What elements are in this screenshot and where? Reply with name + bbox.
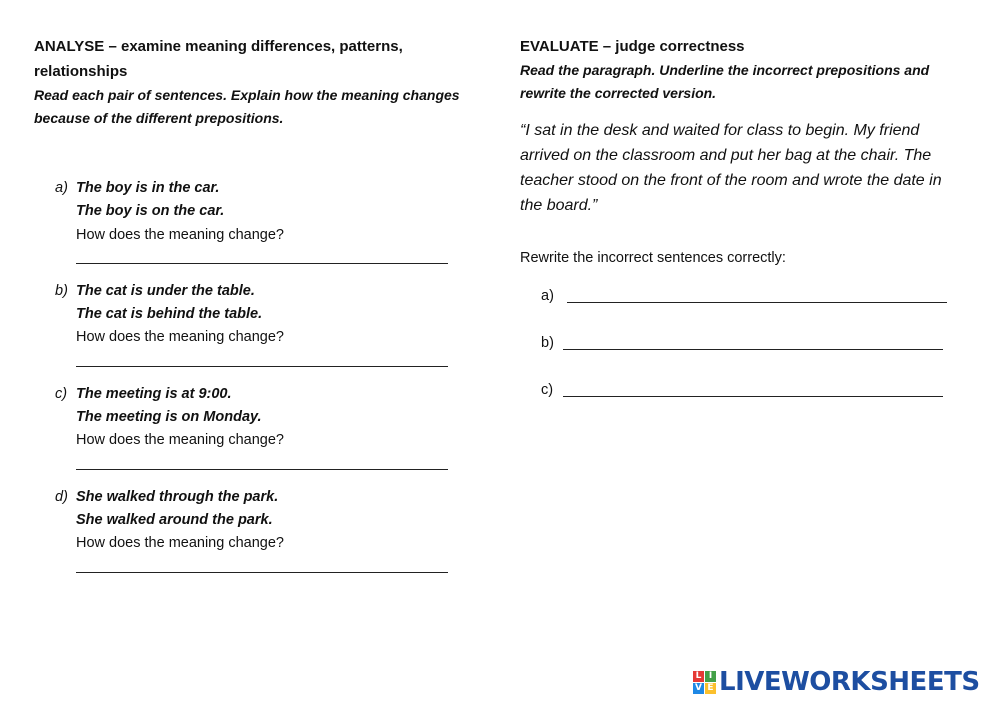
question-prompt: How does the meaning change? — [76, 226, 284, 243]
analyse-instruction: Read each pair of sentences. Explain how the meaning changes because of the different prepositions. — [34, 87, 460, 126]
rewrite-item-c — [520, 380, 970, 427]
evaluate-title: EVALUATE – judge correctness — [520, 38, 745, 55]
rewrite-item-a — [520, 286, 970, 333]
sentence-2: The boy is on the car. — [76, 203, 225, 220]
question-letter: a) — [55, 180, 68, 196]
evaluate-instruction: Read the paragraph. Underline the incorrect prepositions and rewrite the corrected version. — [520, 62, 930, 101]
question-prompt: How does the meaning change? — [76, 432, 284, 449]
rewrite-letter: a) — [541, 288, 554, 304]
rewrite-line-a[interactable] — [567, 302, 947, 303]
rewrite-line-c[interactable] — [563, 396, 943, 397]
sentence-1: The boy is in the car. — [76, 180, 220, 196]
question-list — [34, 177, 474, 573]
evaluate-section — [520, 34, 970, 427]
sentence-2: The cat is behind the table. — [76, 306, 263, 323]
logo-letter: E — [705, 683, 716, 694]
logo-letter: L — [693, 671, 704, 682]
answer-line-d[interactable] — [76, 572, 448, 573]
quoted-paragraph: “I sat in the desk and waited for class to begin. My friend arrived on the classroom and put her bag at the chair. The teacher stood on the front of the room and wrote the date in the board.” — [520, 122, 942, 214]
question-d — [34, 486, 474, 573]
rewrite-list — [520, 286, 970, 427]
question-c — [34, 383, 474, 470]
liveworksheets-logo — [693, 668, 980, 696]
sentence-1: She walked through the park. — [76, 488, 279, 505]
rewrite-label: Rewrite the incorrect sentences correctly: — [520, 250, 786, 266]
logo-icon — [693, 671, 716, 694]
rewrite-line-b[interactable] — [563, 349, 943, 350]
question-letter: b) — [55, 282, 68, 299]
rewrite-letter: c) — [541, 382, 554, 398]
question-letter: c) — [55, 385, 68, 402]
question-a — [34, 177, 474, 264]
answer-line-c[interactable] — [76, 469, 448, 470]
answer-line-a[interactable] — [76, 263, 448, 264]
sentence-1: The meeting is at 9:00. — [76, 385, 232, 402]
logo-letter: I — [705, 671, 716, 682]
question-b — [34, 280, 474, 367]
sentence-2: She walked around the park. — [76, 511, 273, 528]
analyse-title: ANALYSE – examine meaning differences, patterns, relationships — [34, 38, 403, 80]
logo-letter: V — [693, 683, 704, 694]
answer-line-b[interactable] — [76, 366, 448, 367]
rewrite-letter: b) — [541, 335, 554, 351]
analyse-section — [34, 34, 474, 589]
sentence-1: The cat is under the table. — [76, 282, 255, 299]
question-letter: d) — [55, 488, 68, 505]
sentence-2: The meeting is on Monday. — [76, 409, 262, 426]
question-prompt: How does the meaning change? — [76, 535, 284, 552]
brand-name: LIVEWORKSHEETS — [719, 667, 980, 697]
question-prompt: How does the meaning change? — [76, 329, 284, 346]
rewrite-item-b — [520, 333, 970, 380]
